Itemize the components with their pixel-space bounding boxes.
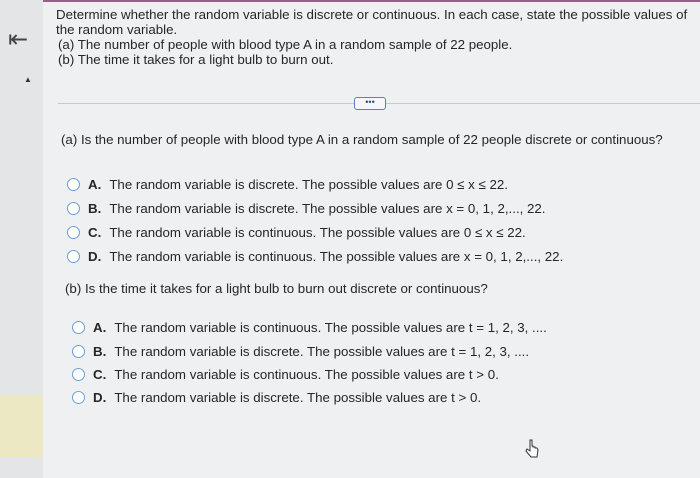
option-text: The random variable is continuous. The possible values are t > 0. (114, 367, 499, 382)
prompt-text: Determine whether the random variable is discrete or continuous. In each case, state the possible values of the random variable. (56, 7, 688, 37)
question-part-a: (a) Is the number of people with blood type A in a random sample of 22 people discrete or continuous? (61, 132, 663, 147)
option-b-c[interactable] (72, 367, 499, 382)
option-text: The random variable is discrete. The possible values are 0 ≤ x ≤ 22. (109, 177, 508, 192)
option-text: The random variable is discrete. The possible values are t > 0. (114, 390, 482, 405)
option-b-a[interactable] (72, 320, 547, 335)
option-letter: D. (88, 249, 102, 264)
question-part-b: (b) Is the time it takes for a light bulb to burn out discrete or continuous? (65, 281, 488, 296)
option-text: The random variable is discrete. The possible values are x = 0, 1, 2,..., 22. (109, 201, 546, 216)
radio-button[interactable] (72, 368, 85, 381)
caret-up-icon: ▲ (24, 75, 32, 84)
radio-button[interactable] (72, 321, 85, 334)
option-a-d[interactable] (67, 249, 563, 264)
option-a-a[interactable] (67, 177, 508, 192)
pointer-cursor-icon (525, 439, 539, 459)
radio-button[interactable] (67, 250, 80, 263)
option-letter: C. (88, 225, 102, 240)
prompt-part-a: (a) The number of people with blood type A in a random sample of 22 people. (58, 37, 513, 52)
radio-button[interactable] (72, 345, 85, 358)
option-letter: B. (88, 201, 102, 216)
option-letter: A. (93, 320, 107, 335)
option-letter: B. (93, 344, 107, 359)
problem-prompt (56, 7, 696, 67)
option-b-b[interactable] (72, 344, 529, 359)
back-arrow-icon[interactable]: ⇤ (8, 26, 29, 53)
radio-button[interactable] (67, 226, 80, 239)
option-letter: A. (88, 177, 102, 192)
radio-button[interactable] (67, 178, 80, 191)
option-b-d[interactable] (72, 390, 481, 405)
radio-button[interactable] (67, 202, 80, 215)
option-a-c[interactable] (67, 225, 526, 240)
left-sidebar (0, 0, 43, 478)
option-a-b[interactable] (67, 201, 546, 216)
option-letter: D. (93, 390, 107, 405)
top-accent-strip (43, 0, 700, 2)
radio-button[interactable] (72, 391, 85, 404)
option-text: The random variable is continuous. The possible values are t = 1, 2, 3, .... (114, 320, 547, 335)
option-text: The random variable is continuous. The possible values are 0 ≤ x ≤ 22. (109, 225, 526, 240)
more-options-button[interactable]: ••• (354, 97, 386, 110)
option-letter: C. (93, 367, 107, 382)
option-text: The random variable is discrete. The possible values are t = 1, 2, 3, .... (114, 344, 530, 359)
prompt-part-b: (b) The time it takes for a light bulb to burn out. (58, 52, 334, 67)
sidebar-highlight (0, 395, 43, 457)
option-text: The random variable is continuous. The possible values are x = 0, 1, 2,..., 22. (109, 249, 564, 264)
